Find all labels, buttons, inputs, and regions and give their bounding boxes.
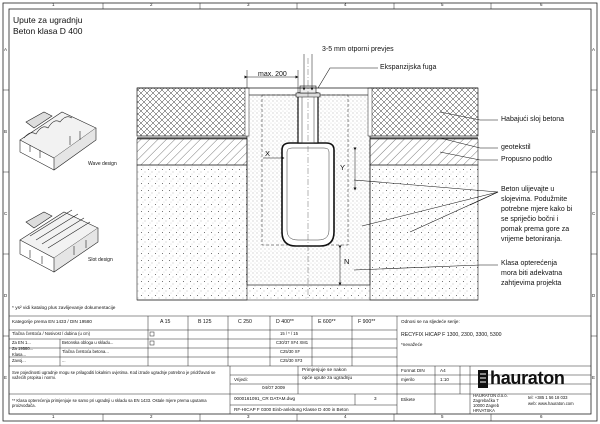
sheet-label: Etikete (401, 397, 416, 402)
approved-date: 04/07 2009 (262, 385, 285, 390)
products-note: *nevažeće (401, 342, 423, 347)
grid-left-c: C (4, 211, 8, 216)
slot-design-thumbnail (20, 210, 98, 272)
spec-value-3: C25/30 XF (280, 349, 301, 354)
base-layer-right (370, 139, 478, 165)
class-c250: C 250 (238, 319, 252, 325)
project-label-2: opće upute za ugradnju (302, 376, 353, 381)
wave-design-thumbnail (20, 112, 96, 170)
grid-top-4: 4 (344, 2, 347, 7)
grid-left-e: E (4, 375, 8, 380)
scale-value: 1:10 (440, 377, 449, 382)
small-row-3: Betonska obloga u skladu... (62, 340, 114, 345)
load-class-line: zahtjevima projekta (501, 280, 562, 287)
spec-value-4: C25/30 XF3 (280, 358, 303, 363)
scale-label: mjerilo (401, 377, 415, 382)
class-e600: E 600** (318, 319, 336, 325)
grid-top-3: 3 (247, 2, 250, 7)
wave-design-label: Wave design (88, 161, 117, 167)
load-class-line: Klasa opterećenja (501, 260, 558, 267)
title-line-2: Beton klasa D 400 (13, 26, 83, 36)
grid-top-1: 1 (52, 2, 55, 7)
dim-y-label: Y (340, 163, 346, 172)
address-line: HAURATON d.o.o. (473, 393, 508, 398)
concrete-note-line: se spriječio bočni i (501, 216, 559, 223)
dim-x-label: X (265, 149, 271, 158)
soil-left (137, 165, 247, 300)
grid-left-d: D (4, 293, 8, 298)
concrete-note-line: Beton ulijevajte u (501, 186, 555, 193)
max-width-label: max. 200 (258, 71, 287, 78)
wearing-layer-right (370, 88, 478, 136)
contact-phone: tel: +385 1 56 18 033 (528, 395, 568, 400)
spec-value-1: 15 / * / 15 (280, 331, 298, 336)
grid-bottom-1: 1 (52, 414, 55, 419)
spec-row-label: Tlačna čvrstoća / Nosivost / dubina (u cm) (12, 331, 90, 336)
grid-bottom-5: 5 (441, 414, 444, 419)
geotextile-callout: geotekstil (501, 144, 531, 151)
address-line: 10000 Zagreb (473, 403, 500, 408)
bottom-title: RF-HICAP F 0300 Einb-anleitung Klasse D 400 in Beton (234, 407, 349, 412)
check-label-2: Zavoj... (12, 358, 26, 363)
soil-under (247, 285, 370, 300)
class-a15: A 15 (160, 319, 171, 325)
title-line-1: Upute za ugradnju (13, 15, 83, 25)
approved-label: Vrijedi: (234, 377, 248, 382)
grid-right-b: B (592, 129, 596, 134)
grid-bottom-3: 3 (247, 414, 250, 419)
load-class-row-label: Kategorije prema EN 1433 / DIN 19580 (12, 319, 92, 324)
joint-gap-label: 3-5 mm otporni prevjes (322, 46, 394, 53)
address-line: HRVATSKA (473, 408, 495, 413)
grid-right-d: D (592, 293, 596, 298)
disclaimer-1: Sve pojedinosti ugradnje mogu se prilagoditi lokalnim uvjetima. Kod izrade ugradnje potrebno je pridržavati se važećih propisa i normi. (12, 370, 216, 381)
expansion-joint-right (368, 88, 372, 136)
wearing-layer-left (137, 88, 247, 136)
spec-value-2: C30/37 XF4 XM1 (276, 340, 309, 345)
concrete-note-line: vrijeme betoniranja. (501, 236, 563, 243)
grid-bottom-4: 4 (344, 414, 347, 419)
concrete-note-line: slojevima. Podužmite (501, 196, 568, 203)
grid-right-c: C (592, 211, 596, 216)
small-row-4: Tlačna čvrstoća betona... (62, 349, 109, 354)
small-row-2: Za 19580... (12, 346, 34, 351)
grid-top-5: 5 (441, 2, 444, 7)
contact-web: web: www.hauraton.com (528, 401, 574, 406)
grid-top-6: 6 (540, 2, 543, 7)
disclaimer-2: ** Klasa opterećenja primjenjuje se samo pri ugradnji u skladu sa EN 1433. Ostale mjere prema uputama proizvođača. (12, 398, 207, 409)
small-row-1: Za EN 1... (12, 340, 31, 345)
class-d400: D 400** (276, 319, 294, 325)
load-class-line: mora biti adekvatna (501, 270, 563, 277)
class-f900: F 900** (358, 319, 376, 325)
concrete-note-line: potrebne mjere kako bi (501, 206, 573, 213)
class-b125: B 125 (198, 319, 212, 325)
grid-right-e: E (592, 375, 596, 380)
grid-bottom-6: 6 (540, 414, 543, 419)
revision-number: 3 (374, 396, 377, 401)
grid-bottom-2: 2 (150, 414, 153, 419)
products-list: RECYFIX HICAP F 1300, 2300, 3300, 5300 (401, 332, 502, 338)
wearing-layer-callout: Habajući sloj betona (501, 116, 565, 123)
format-value: A4 (440, 368, 446, 373)
format-label: Format DIN (401, 368, 425, 373)
permeable-base-callout: Propusno podtlo (501, 156, 552, 163)
order-label: Odnosi se na sljedeće serije: (401, 319, 460, 324)
check-label-1: Klasa... (12, 352, 26, 357)
hauraton-logo-icon (478, 370, 488, 388)
drawing-number: 0000161091_CR DATAM.dwg (234, 396, 296, 401)
soil-right (370, 165, 478, 300)
grid-right-a: A (592, 47, 596, 52)
grid-left-b: B (4, 129, 8, 134)
grid-left-a: A (4, 47, 8, 52)
concrete-note-line: pomak prema gore za (501, 226, 570, 233)
project-label: Primjenjuje se nakon (302, 368, 347, 373)
brand-logo-text: hauraton (490, 368, 565, 388)
slot-design-label: Slot design (88, 257, 113, 263)
small-row-5: ... (62, 358, 66, 363)
dim-n-label: N (344, 257, 350, 266)
address-line: Zagrebačka 7 (473, 398, 499, 403)
expansion-joint-callout: Ekspanzijska fuga (380, 64, 437, 71)
footnote: * ys² vidi katalog plus zavlijevanje dokumentacije (12, 306, 116, 311)
expansion-joint-left (245, 88, 249, 136)
grid-top-2: 2 (150, 2, 153, 7)
base-layer-left (137, 139, 247, 165)
cross-section (137, 58, 478, 300)
